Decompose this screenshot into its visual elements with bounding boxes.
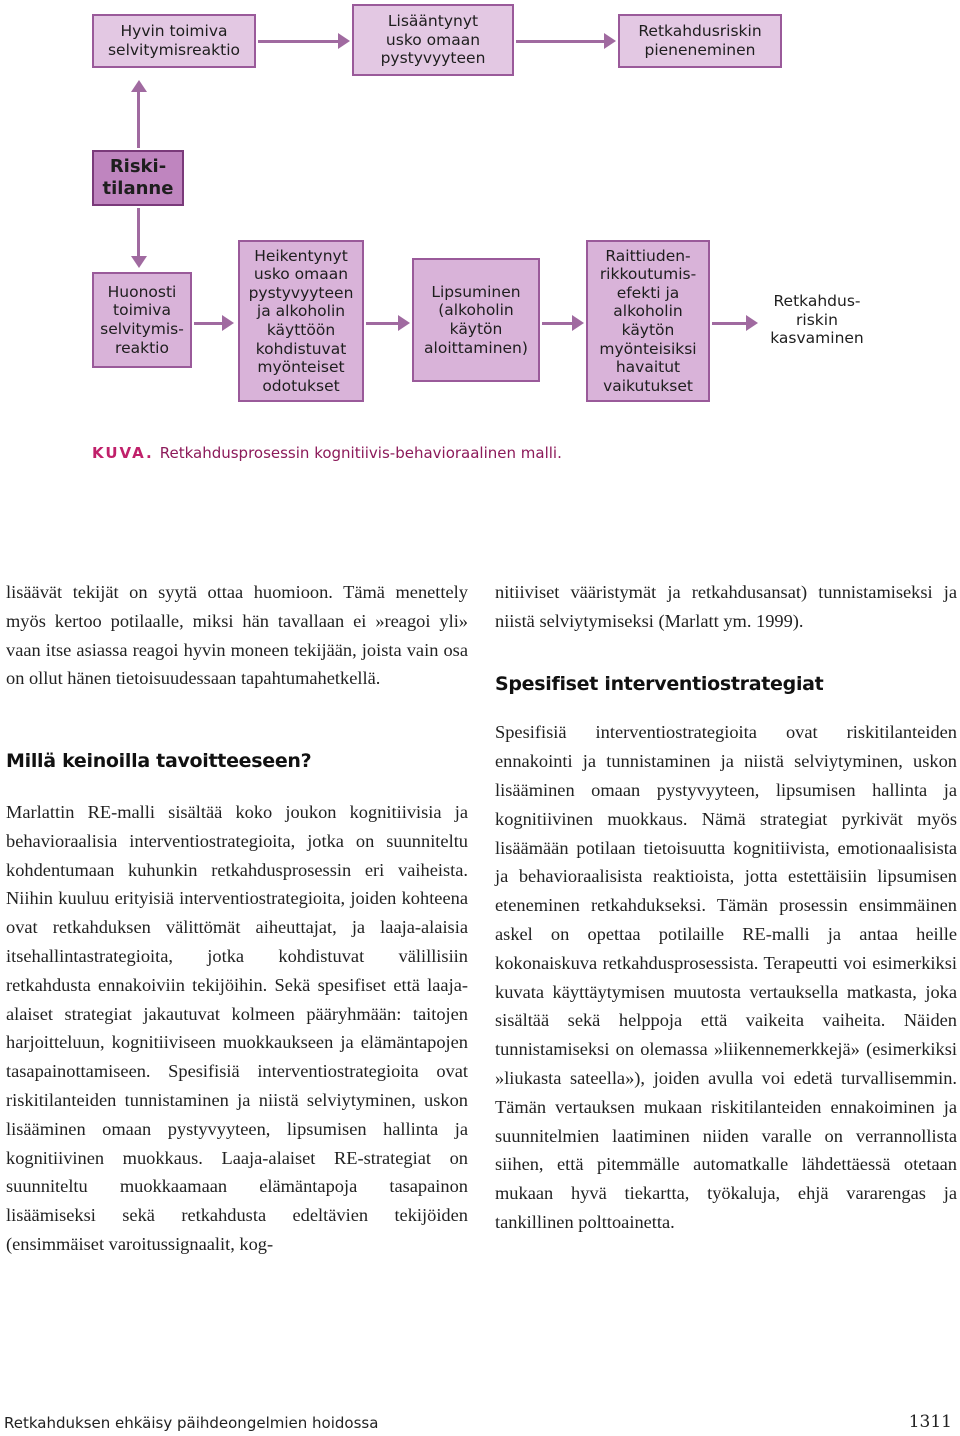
box-increased-self-efficacy: Lisääntynyt usko omaan pystyvyyteen: [352, 4, 514, 76]
box-lapse: Lipsuminen (alkoholin käytön aloittaminen): [412, 258, 540, 382]
box-relapse-risk-increase: Retkahdus- riskin kasvaminen: [770, 292, 864, 348]
footer-book-title: Retkahduksen ehkäisy päihdeongelmien hoidossa: [4, 1414, 379, 1432]
right-body-paragraph: Spesifisiä interventiostrategioita ovat riskitilanteiden ennakointi ja tunnistaminen ja niistä selviytyminen, uskon lisääminen omaan pystyvyyteen, lipsumisen hallinta ja kognitiivinen muokkaus. Nämä strategiat pyrkivät myös lisäämään potilaan tietoisuutta kognitiivista, emotionaalisista ja behavioraalisista reaktioista, jotta estettäisiin lipsumisen eteneminen retkahdukseksi. Tämän prosessin ensimmäinen askel on opettaa potilaille RE-malli ja antaa heille kokonaiskuva retkahdusprosessista. Terapeutti voi esimerkiksi kuvata käyttäytymisen muutosta vertauksella matkasta, joka sisältää sekä helppoja että vaikeita vaiheita. Näiden tunnistamiseksi on olemassa »liikennemerkkejä» (esimerkiksi »liukasta sateella»), joiden avulla voi edetä turvallisemmin. Tämän vertauksen mukaan riskitilanteiden ennakoiminen ja suunnitelmien laatiminen niiden varalle on verrannollista siihen, että pitemmälle automatkalle lähdettäessä otetaan mukaan hyvä tiekartta, työkaluja, ehjä vararengas ja tankillinen polttoainetta.: [495, 722, 957, 1232]
page-number: 1311: [908, 1412, 952, 1432]
box-poor-coping: Huonosti toimiva selvitymis- reaktio: [92, 272, 192, 368]
arrow-down: [137, 208, 140, 256]
box-decreased-self-efficacy: Heikentynyt usko omaan pystyvyyteen ja alkoholin käyttöön kohdistuvat myönteiset odotukset: [238, 240, 364, 402]
box-good-coping: Hyvin toimiva selvitymisreaktio: [92, 14, 256, 68]
box-relapse-risk-decrease: Retkahdusriskin pieneneminen: [618, 14, 782, 68]
caption-label: KUVA.: [92, 444, 154, 462]
arrowhead-top-1: [338, 33, 350, 49]
arrowhead-bottom-4: [746, 315, 758, 331]
arrow-bottom-2: [366, 322, 398, 325]
right-intro-paragraph: nitiiviset vääristymät ja retkahdusansat) tunnistamiseksi ja niistä selviytymiseksi (Marlatt ym. 1999).: [495, 582, 957, 631]
left-body-paragraph: Marlattin RE-malli sisältää koko joukon kognitiivisia ja behavioraalisia interventiostrategioita, jotka on suunniteltu kohdentumaan kuhunkin retkahdusprosessin eri vaiheista. Niihin kuuluu erityisiä interventiostrategioita, joiden kohteena ovat retkahduksen välittömät aiheuttajat, ja laaja-alaisia itsehallintastrategioita, jotka kohdistuvat välillisiin retkahdusta ennakoiviin tekijöihin. Sekä spesifiset että laaja-alaiset strategiat jakautuvat kolmeen pääryhmään: taitojen harjoitteluun, kognitiiviseen muokkaukseen ja elämäntapojen tasapainottamiseen. Spesifisiä interventiostrategioita ovat riskitilanteiden tunnistaminen ja niistä selviytyminen, uskon lisääminen omaan pystyvyyteen, lipsumisen hallinta ja kognitiivinen muokkaus. Laaja-alaiset RE-strategiat on suunniteltu muokkaamaan elämäntapoja tasapainon lisäämiseksi sekä retkahdusta edeltävien tekijöiden (ensimmäiset varoitussignaalit, kog-: [6, 801, 468, 1254]
arrow-bottom-3: [542, 322, 572, 325]
box-abstinence-violation-effect: Raittiuden- rikkoutumis- efekti ja alkoholin käytön myönteisiksi havaitut vaikutukset: [586, 240, 710, 402]
caption-text: Retkahdusprosessin kognitiivis-behavioraalinen malli.: [159, 444, 562, 462]
arrowhead-up: [131, 80, 147, 92]
arrow-bottom-4: [712, 322, 746, 325]
left-heading: Millä keinoilla tavoitteeseen?: [6, 750, 312, 773]
arrow-top-1: [258, 40, 338, 43]
arrowhead-bottom-3: [572, 315, 584, 331]
arrow-bottom-1: [194, 322, 222, 325]
figure-caption: [92, 444, 562, 462]
arrowhead-bottom-2: [398, 315, 410, 331]
box-risk-situation: Riski- tilanne: [92, 150, 184, 206]
left-intro-paragraph: lisäävät tekijät on syytä ottaa huomioon. Tämä menettely myös kertoo potilaalle, miksi hän tavallaan ei »reagoi yli» vaan itse asiassa reagoi hyvin moneen tekijään, joista vain osa on ollut hänen tietoisuudessaan tapahtumahetkellä.: [6, 582, 468, 689]
arrowhead-down: [131, 256, 147, 268]
arrow-top-2: [516, 40, 604, 43]
arrowhead-bottom-1: [222, 315, 234, 331]
left-column: [6, 578, 468, 1259]
arrowhead-top-2: [604, 33, 616, 49]
right-heading: Spesifiset interventiostrategiat: [495, 672, 824, 695]
arrow-up: [137, 92, 140, 148]
right-column: [495, 578, 957, 1237]
